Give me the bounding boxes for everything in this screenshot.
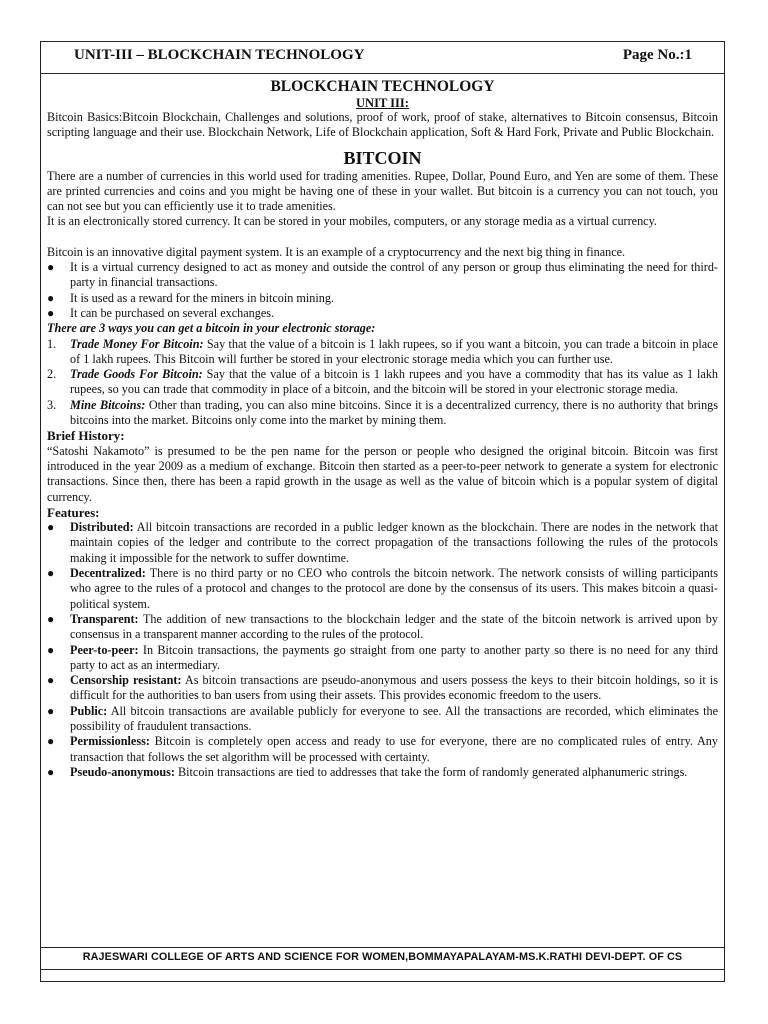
- page-frame: [40, 41, 725, 982]
- bullet-icon: ●: [47, 566, 55, 581]
- list-item: [47, 704, 718, 735]
- bullet-icon: ●: [47, 642, 55, 657]
- feature-term: Decentralized:: [70, 566, 146, 581]
- document-title: BLOCKCHAIN TECHNOLOGY: [270, 78, 495, 95]
- list-item: [47, 734, 718, 765]
- list-item-text: It can be purchased on several exchanges.: [70, 305, 275, 320]
- bullet-icon: ●: [47, 764, 55, 779]
- list-item: [47, 260, 718, 291]
- feature-term: Permissionless:: [70, 734, 150, 749]
- list-item: [47, 306, 718, 321]
- feature-text: As bitcoin transactions are pseudo-anonymous and users possess the keys to their bitcoin holdings, so it is difficult for the authorities to ban users from using their assets. This provides economic freedom to the users.: [70, 673, 718, 703]
- feature-term: Distributed:: [70, 520, 134, 535]
- list-item: [47, 612, 718, 643]
- list-item-term: Trade Goods For Bitcoin:: [70, 367, 203, 382]
- feature-text: Bitcoin is completely open access and ready to use for everyone, there are no complicated rules of entry. Any transaction that follows the set algorithm will be processed with certainty.: [70, 734, 718, 764]
- unit-subtitle: UNIT III:: [356, 96, 409, 110]
- list-item-term: Trade Money For Bitcoin:: [70, 336, 204, 351]
- list-item-text: It is used as a reward for the miners in bitcoin mining.: [70, 290, 335, 305]
- bullet-icon: ●: [47, 305, 55, 320]
- section-title: BITCOIN: [343, 147, 422, 168]
- history-paragraph: “Satoshi Nakamoto” is presumed to be the pen name for the person or people who designed the original bitcoin. Bitcoin was first introduced in the year 2009 as a medium of exchange. Bitcoin then started as a peer-to-peer network to generate a system for electronic transactions. Since then, there has been a rapid growth in the usage as well as the value of bitcoin which is a popular system of digital currency.: [47, 443, 718, 504]
- list-number: 3.: [47, 397, 57, 412]
- list-item: [47, 673, 718, 704]
- unit-title: UNIT-III – BLOCKCHAIN TECHNOLOGY: [74, 47, 365, 63]
- list-number: 2.: [47, 367, 57, 382]
- feature-term: Pseudo-anonymous:: [70, 764, 175, 779]
- ways-list: [47, 337, 718, 429]
- list-item-text: It is a virtual currency designed to act as money and outside the control of any person or group thus eliminating the need for third-party in financial transactions.: [70, 260, 718, 290]
- page-number: Page No.:1: [622, 47, 692, 63]
- list-item-text: Say that the value of a bitcoin is 1 lakh rupees and you have a commodity that has its value as 1 lakh rupees, so you can trade that commodity in place of a bitcoin, and the bitcoin will be stored in your electronic storage media.: [70, 367, 719, 397]
- bitcoin-bullet-list: [47, 260, 718, 321]
- syllabus-paragraph: Bitcoin Basics:Bitcoin Blockchain, Challenges and solutions, proof of work, proof of stake, alternatives to Bitcoin consensus, Bitcoin scripting language and their use. Blockchain Network, Life of Blockchain application, Soft & Hard Fork, Private and Public Blockchain.: [47, 110, 718, 140]
- feature-term: Public:: [70, 703, 108, 718]
- bullet-icon: ●: [47, 673, 55, 688]
- list-number: 1.: [47, 336, 57, 351]
- list-item: [47, 398, 718, 429]
- feature-term: Transparent:: [70, 611, 139, 626]
- features-list: [47, 520, 718, 780]
- feature-term: Censorship resistant:: [70, 673, 182, 688]
- list-item-term: Mine Bitcoins:: [70, 397, 146, 412]
- features-heading: Features:: [47, 504, 100, 520]
- bullet-icon: ●: [47, 703, 55, 718]
- list-item-text: Say that the value of a bitcoin is 1 lakh rupees, so if you want a bitcoin, you can trade a bitcoin in place of 1 lakh rupees. This Bitcoin will further be stored in your electronic storage media which you can further use.: [70, 336, 718, 366]
- list-item: [47, 765, 718, 780]
- bullet-icon: ●: [47, 290, 55, 305]
- footer-text: RAJESWARI COLLEGE OF ARTS AND SCIENCE FOR WOMEN,BOMMAYAPALAYAM-MS.K.RATHI DEVI-DEPT. OF CS: [82, 951, 683, 963]
- feature-text: All bitcoin transactions are recorded in a public ledger known as the blockchain. There are nodes in the network that maintain copies of the ledger and contribute to the correct propagation of the transactions following the rules of the protocols making it impossible for the network to suffer downtime.: [70, 520, 718, 565]
- feature-text: All bitcoin transactions are available publicly for everyone to see. All the transactions are recorded, which eliminates the possibility of fraudulent transactions.: [70, 703, 718, 733]
- intro-paragraph: There are a number of currencies in this world used for trading amenities. Rupee, Dollar, Pound Euro, and Yen are some of them. These are printed currencies and coins and you might be having one of these in your wallet. But bitcoin is a currency you can not touch, you can not see but you can efficiently use it to trade amenities.: [47, 168, 718, 214]
- spacer: [47, 230, 718, 245]
- list-item-text: Other than trading, you can also mine bitcoins. Since it is a decentralized currency, there is no authority that brings bitcoins into the market. Bitcoins only come into the market by mining them.: [70, 397, 718, 428]
- feature-term: Peer-to-peer:: [70, 642, 139, 657]
- feature-text: Bitcoin transactions are tied to addresses that take the form of randomly generated alphanumeric strings.: [174, 764, 688, 779]
- list-item: [47, 291, 718, 306]
- list-item: [47, 367, 718, 398]
- list-item: [47, 566, 718, 612]
- history-heading: Brief History:: [47, 428, 125, 444]
- list-item: [47, 520, 718, 566]
- list-item: [47, 337, 718, 368]
- bullet-icon: ●: [47, 260, 55, 275]
- bullet-icon: ●: [47, 734, 55, 749]
- page-footer: [40, 947, 725, 970]
- bullet-icon: ●: [47, 520, 55, 535]
- list-item: [47, 643, 718, 674]
- page-header: [41, 42, 724, 74]
- document-body: [47, 78, 718, 780]
- feature-text: In Bitcoin transactions, the payments go straight from one party to another party so there is no need for any third party to act as an intermediary.: [70, 642, 718, 672]
- storage-paragraph: It is an electronically stored currency. It can be stored in your mobiles, computers, or any storage media as a virtual currency.: [47, 214, 657, 229]
- feature-text: There is no third party or no CEO who controls the bitcoin network. The network consists of willing participants who agree to the rules of a protocol and changes to the protocol are done by the consensus of its users. This makes bitcoin a quasi-political system.: [70, 566, 718, 611]
- ways-heading: There are 3 ways you can get a bitcoin in your electronic storage:: [47, 321, 376, 336]
- feature-text: The addition of new transactions to the blockchain ledger and the state of the bitcoin network is arrived upon by consensus in a transparent manner according to the rules of the protocol.: [70, 611, 718, 642]
- payment-system-paragraph: Bitcoin is an innovative digital payment system. It is an example of a cryptocurrency and the next big thing in finance.: [47, 244, 626, 259]
- bullet-icon: ●: [47, 611, 55, 626]
